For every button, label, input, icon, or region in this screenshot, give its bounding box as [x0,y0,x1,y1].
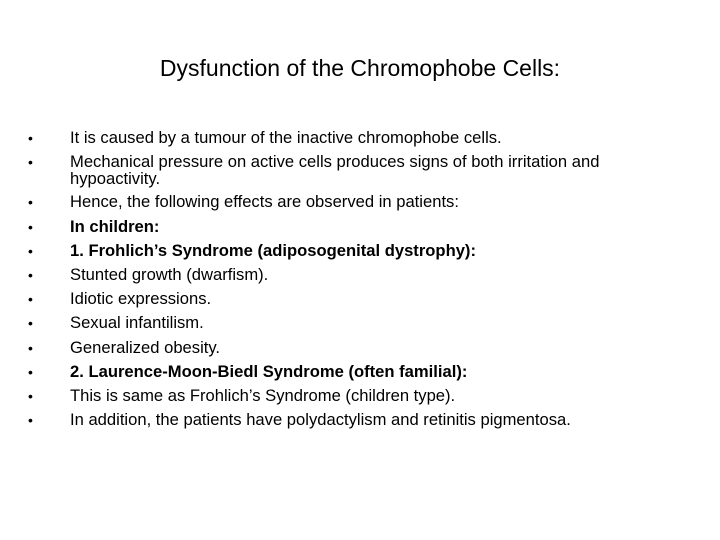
bullet-icon: • [28,130,33,146]
bullet-text: Stunted growth (dwarfism). [70,265,269,285]
bullet-icon: • [28,363,33,380]
bullet-item [28,263,668,287]
bullet-icon: • [28,218,33,235]
bullet-text: 2. Laurence-Moon-Biedl Syndrome (often familial): [70,361,468,381]
bullet-icon: • [28,242,33,259]
bullet-item [28,384,668,408]
bullet-icon: • [28,339,33,356]
bullet-text: Mechanical pressure on active cells produces signs of both irritation and [70,152,600,172]
bullet-text-continuation: hypoactivity. [70,169,161,189]
bullet-item [28,150,668,187]
bullet-item [28,190,668,214]
bullet-icon: • [28,267,33,284]
bullet-item [28,287,668,311]
slide-title: Dysfunction of the Chromophobe Cells: [159,55,561,81]
bullet-text: 1. Frohlich’s Syndrome (adiposogenital dystrophy): [70,240,476,260]
bullet-text: Generalized obesity. [70,337,221,357]
bullet-text: This is same as Frohlich’s Syndrome (children type). [70,386,456,406]
bullet-icon: • [28,388,33,405]
bullet-text: Sexual infantilism. [70,313,204,333]
bullet-list [28,126,668,432]
bullet-text: Hence, the following effects are observed in patients: [70,192,459,212]
bullet-icon: • [28,315,33,332]
bullet-icon: • [28,412,33,429]
bullet-text: In addition, the patients have polydactylism and retinitis pigmentosa. [70,410,571,430]
bullet-item [28,239,668,263]
bullet-icon: • [28,291,33,308]
bullet-item [28,360,668,384]
bullet-item [28,126,668,150]
bullet-icon: • [28,194,33,211]
bullet-item [28,215,668,239]
bullet-item [28,311,668,335]
bullet-icon: • [28,154,33,171]
bullet-item [28,408,668,432]
bullet-text: It is caused by a tumour of the inactive chromophobe cells. [70,128,502,147]
bullet-item [28,336,668,360]
bullet-text: Idiotic expressions. [70,289,212,309]
bullet-text: In children: [70,216,160,236]
